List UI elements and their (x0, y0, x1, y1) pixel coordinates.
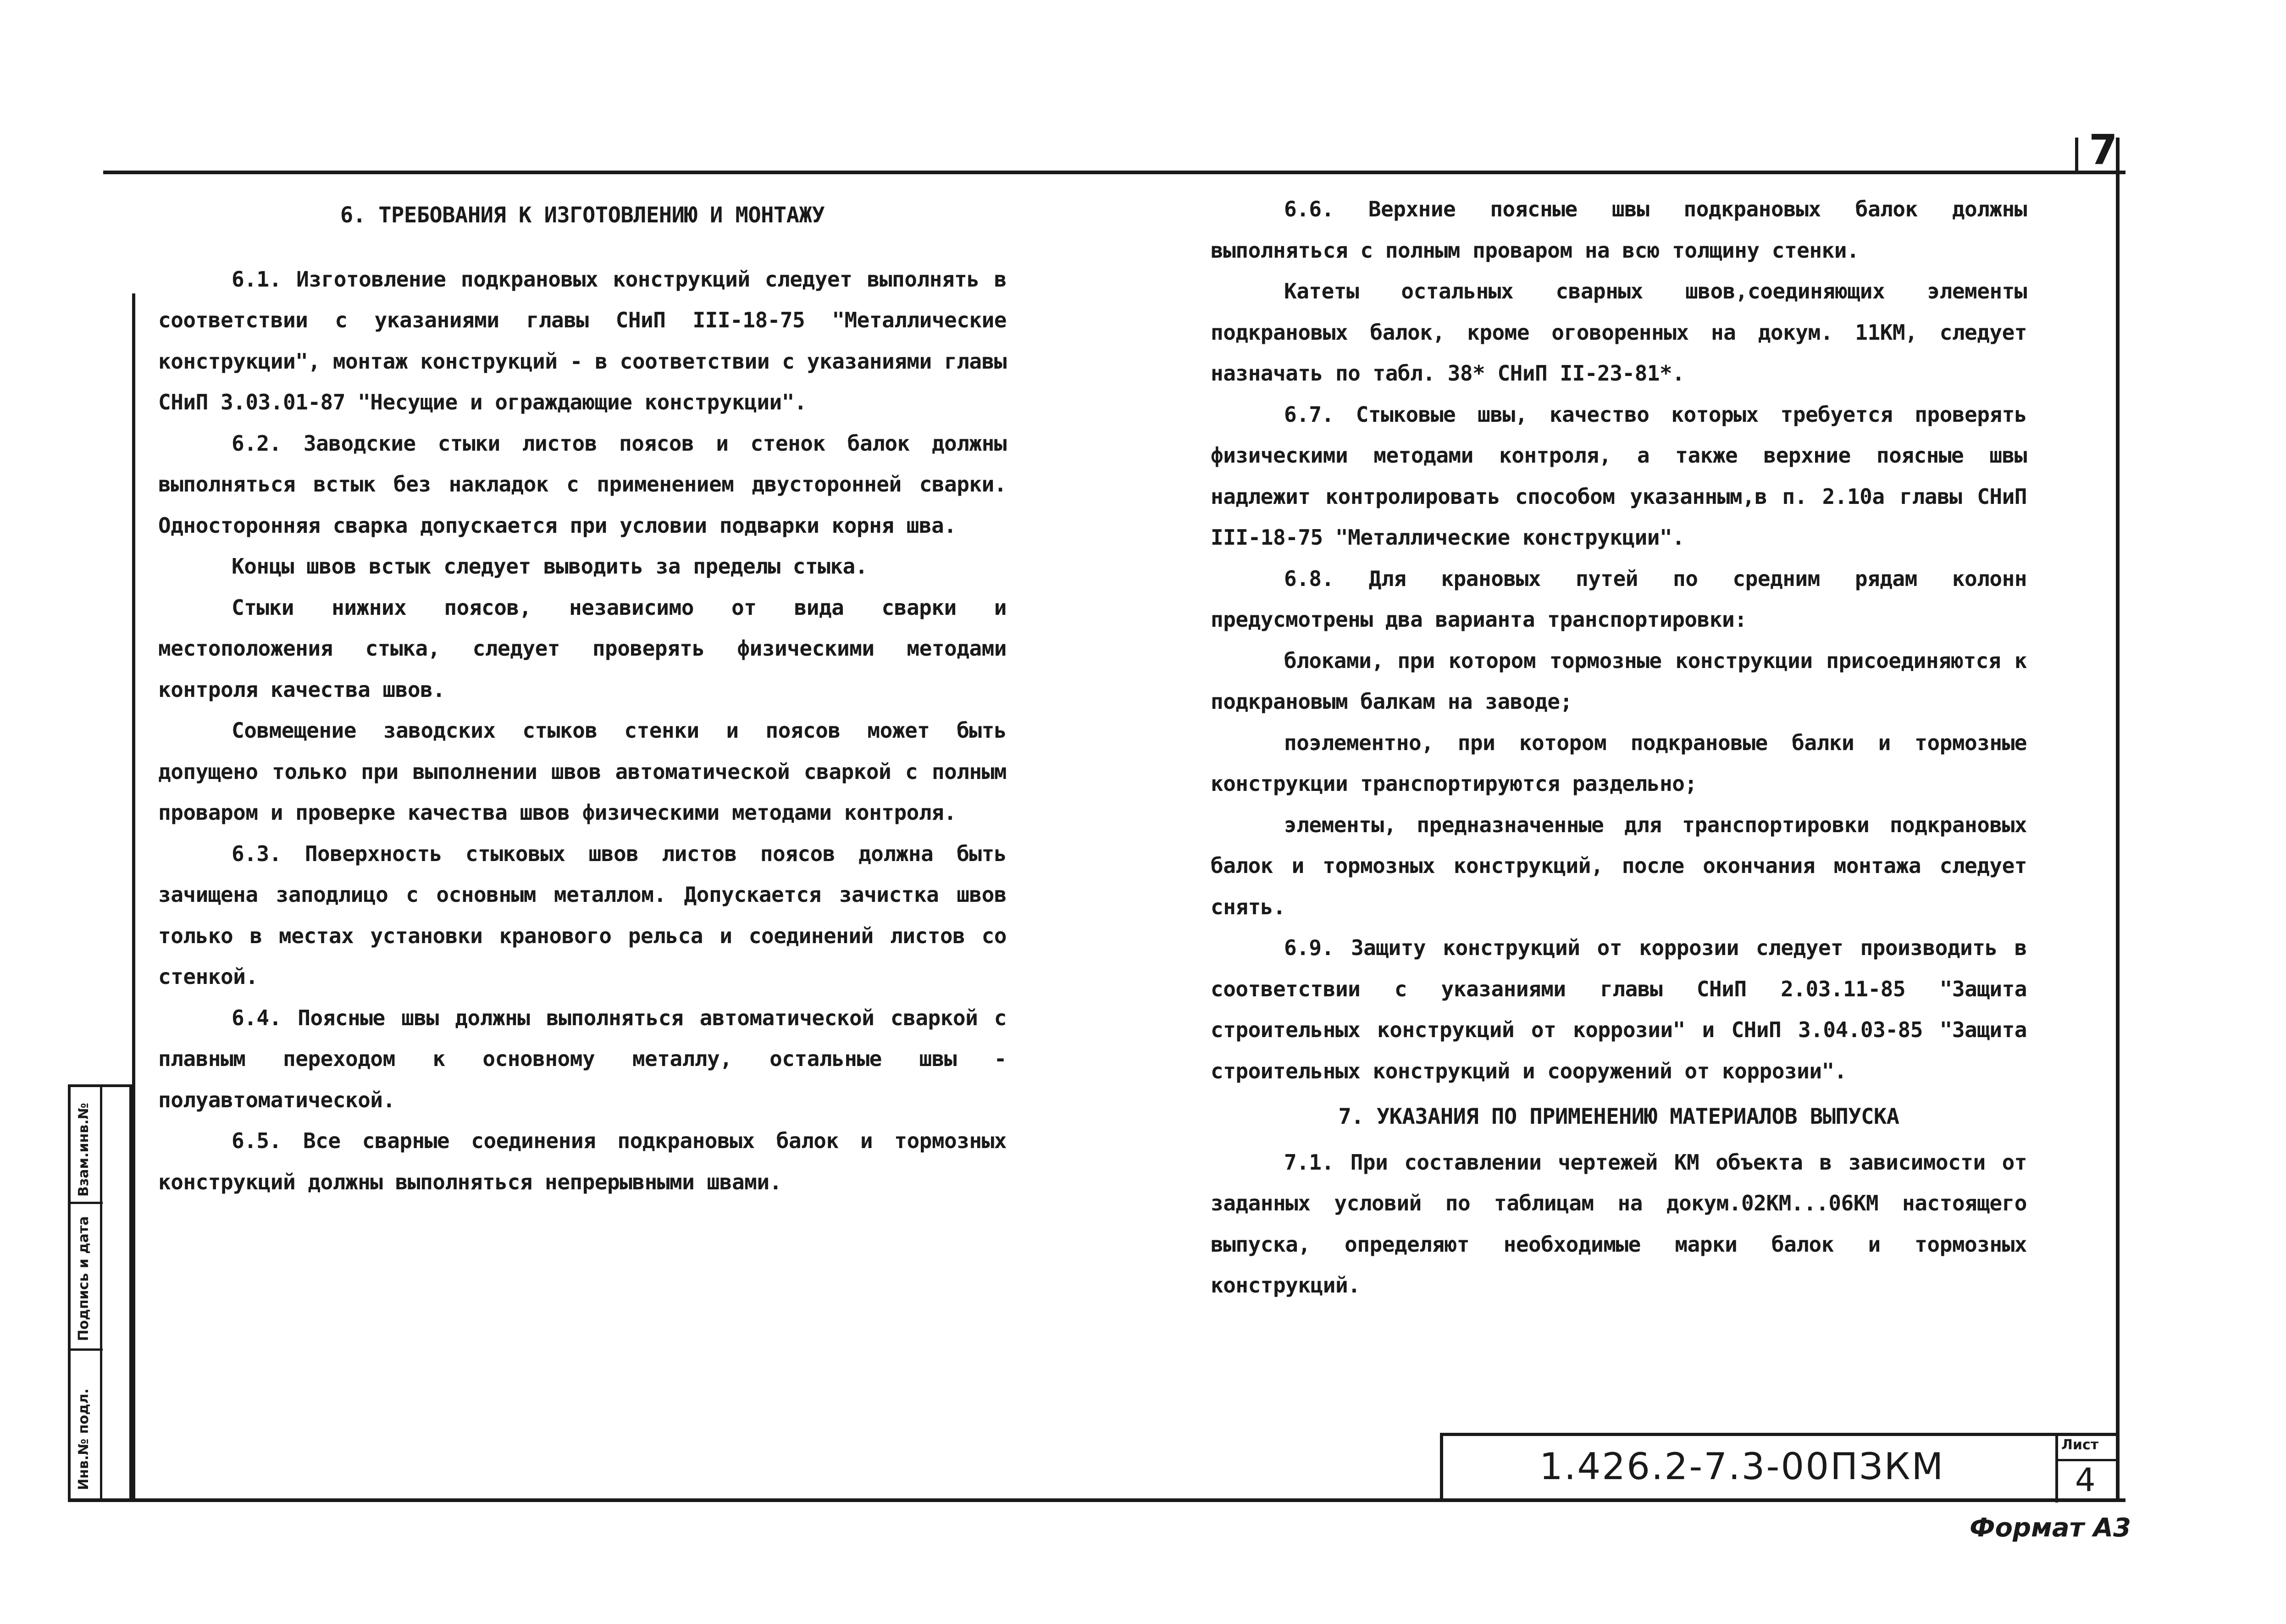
section-6-heading: 6. ТРЕБОВАНИЯ К ИЗГОТОВЛЕНИЮ И МОНТАЖУ (340, 203, 825, 228)
page-number: 7 (2089, 126, 2118, 174)
paragraph-6-7: 6.7. Стыковые швы, качество которых требуется проверять физическими методами контроля, а также верхние поясные швы надлежит контролировать способом указанным,в п. 2.10а главы СНиП III-18-75 "Металлические конструкции". (1211, 402, 2027, 550)
frame-top-line (103, 171, 2125, 174)
paragraph-6-9: 6.9. Защиту конструкций от коррозии следует производить в соответствии с указаниями главы СНиП 2.03.11-85 "Защита строительных конструкций от коррозии" и СНиП 3.04.03-85 "Защита строительных конструкций и сооружений от коррозии". (1211, 935, 2027, 1083)
paragraph-weld-ends: Концы швов встык следует выводить за пределы стыка. (232, 554, 868, 579)
right-column (1211, 189, 2027, 1306)
side-label-inv-podl: Инв.№ подл. (76, 1388, 92, 1490)
paragraph-transport-remove: элементы, предназначенные для транспортировки подкрановых балок и тормозных конструкций, после окончания монтажа следует снять. (1211, 812, 2027, 919)
frame-left-line (132, 293, 135, 1502)
paragraph-weld-legs: Катеты остальных сварных швов,соединяющих элементы подкрановых балок, кроме оговоренных на докум. 11КМ, следует назначать по табл. 38* СНиП II-23-81*. (1211, 279, 2027, 386)
side-label-podpis: Подпись и дата (76, 1216, 92, 1341)
paragraph-transport-blocks: блоками, при котором тормозные конструкции присоединяются к подкрановым балкам на заводе; (1211, 648, 2027, 714)
page-number-separator (2075, 138, 2078, 172)
paragraph-6-4: 6.4. Поясные швы должны выполняться автоматической сваркой с плавным переходом к основному металлу, остальные швы - полуавтоматической. (158, 1005, 1007, 1112)
side-label-vzam: Взам.инв.№ (76, 1103, 92, 1197)
paragraph-6-6: 6.6. Верхние поясные швы подкрановых балок должны выполняться с полным проваром на всю толщину стенки. (1211, 197, 2027, 263)
format-label: Формат А3 (1970, 1513, 2131, 1543)
paragraph-6-2: 6.2. Заводские стыки листов поясов и стенок балок должны выполняться встык без накладок с применением двусторонней сварки. Односторонняя сварка допускается при условии подварки корня шва. (158, 431, 1007, 538)
left-column (158, 195, 1007, 1203)
paragraph-6-1: 6.1. Изготовление подкрановых конструкций следует выполнять в соответствии с указаниями главы СНиП III-18-75 "Металлические конструкции", монтаж конструкций - в соответствии с указаниями главы СНиП 3.03.01-87 "Несущие и ограждающие конструкции". (158, 266, 1007, 414)
paragraph-6-5: 6.5. Все сварные соединения подкрановых балок и тормозных конструкций должны выполняться непрерывными швами. (158, 1128, 1007, 1194)
sheet-number: 4 (2075, 1461, 2096, 1499)
sheet-label: Лист (2061, 1437, 2099, 1453)
paragraph-combine-joints: Совмещение заводских стыков стенки и поясов может быть допущено только при выполнении швов автоматической сваркой с полным проваром и проверке качества швов физическими методами контроля. (158, 718, 1007, 825)
frame-right-line (2116, 138, 2120, 1502)
paragraph-6-3: 6.3. Поверхность стыковых швов листов поясов должна быть зачищена заподлицо с основным металлом. Допускается зачистка швов только в местах установки кранового рельса и соединений листов со стенкой. (158, 841, 1007, 989)
document-code: 1.426.2-7.3-00ПЗКМ (1539, 1445, 1945, 1488)
paragraph-7-1: 7.1. При составлении чертежей КМ объекта в зависимости от заданных условий по таблицам на докум.02КМ...06КМ настоящего выпуска, определяют необходимые марки балок и тормозных конструкций. (1211, 1149, 2027, 1298)
paragraph-transport-elements: поэлементно, при котором подкрановые балки и тормозные конструкции транспортируются раздельно; (1211, 730, 2027, 796)
title-stamp (1440, 1433, 2120, 1502)
paragraph-bottom-joints: Стыки нижних поясов, независимо от вида сварки и местоположения стыка, следует проверять физическими методами контроля качества швов. (158, 595, 1007, 702)
paragraph-6-8: 6.8. Для крановых путей по средним рядам колонн предусмотрены два варианта транспортировки: (1211, 566, 2027, 632)
section-7-heading: 7. УКАЗАНИЯ ПО ПРИМЕНЕНИЮ МАТЕРИАЛОВ ВЫПУСКА (1338, 1104, 1899, 1129)
